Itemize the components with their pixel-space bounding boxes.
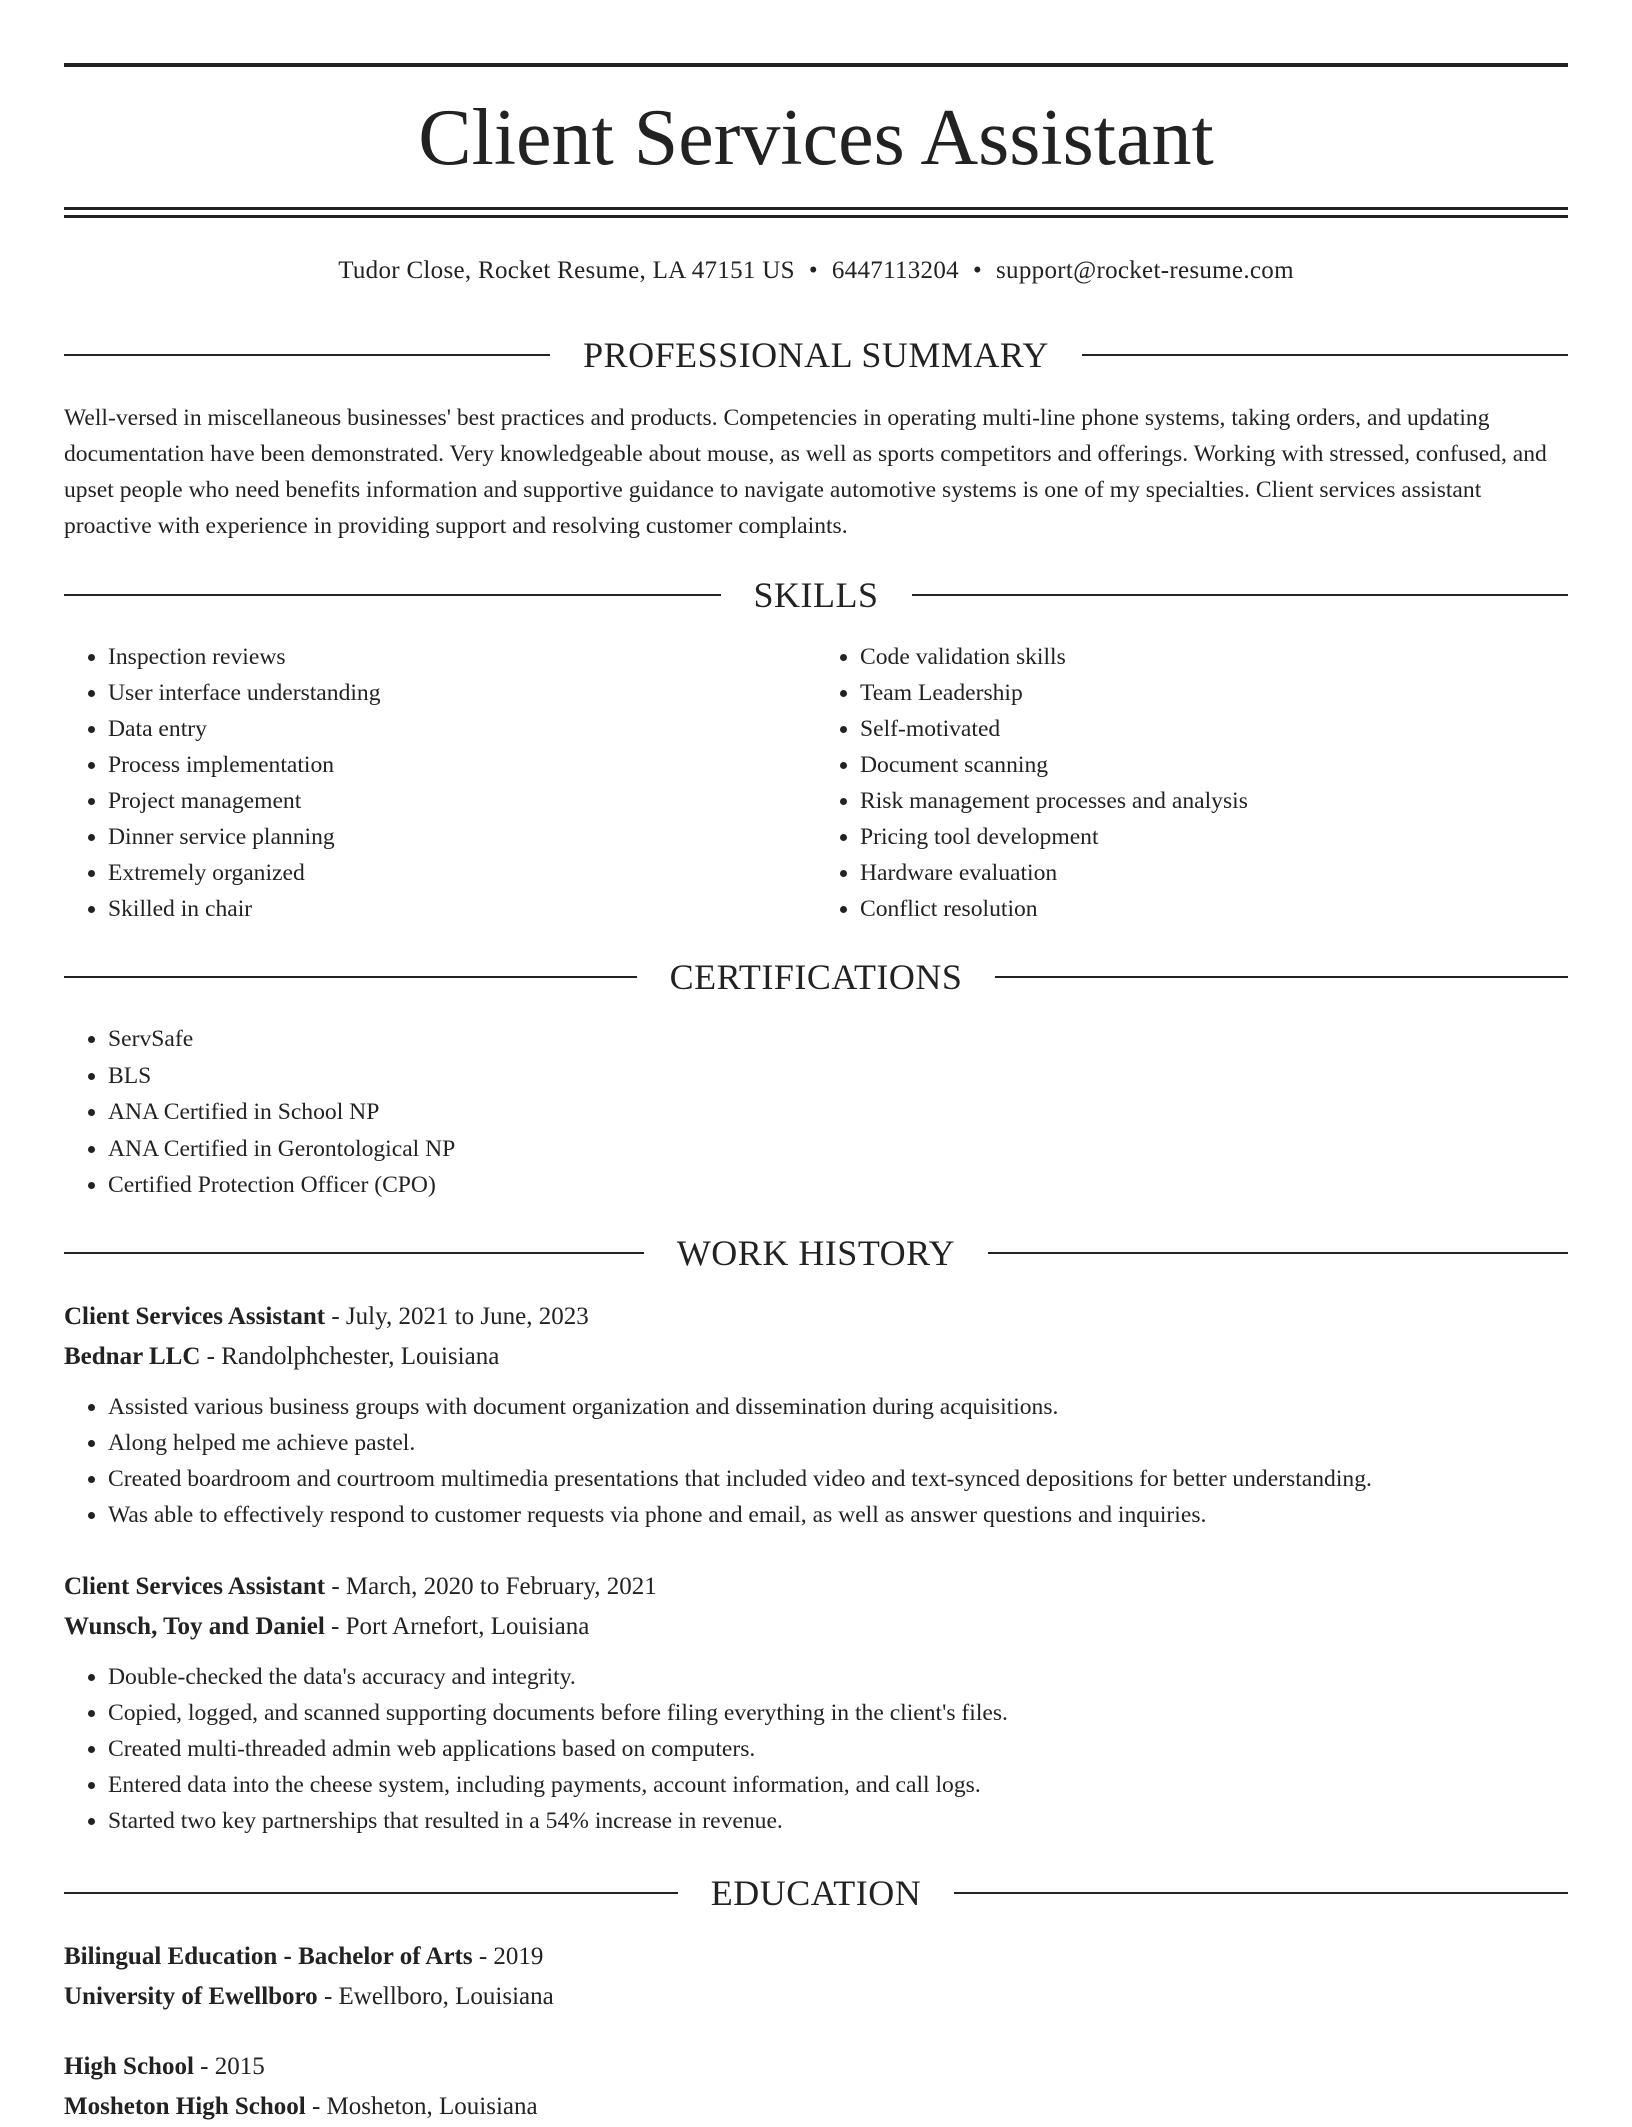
job-bullet: • Assisted various business groups with document organization and dissemination during acquisitions. — [108, 1389, 1568, 1425]
header-top-rule — [64, 63, 1568, 67]
section-header-work — [64, 1231, 1568, 1275]
education-degree: Bilingual Education - Bachelor of Arts — [64, 1943, 473, 1970]
job-bullet: • Entered data into the cheese system, including payments, account information, and call logs. — [108, 1767, 1568, 1803]
skill-item: • Inspection reviews — [108, 639, 816, 675]
section-rule-right — [954, 1892, 1568, 1894]
section-rule-left — [64, 594, 721, 596]
skill-item: • User interface understanding — [108, 675, 816, 711]
job-bullet: • Started two key partnerships that resulted in a 54% increase in revenue. — [108, 1803, 1568, 1839]
job-bullet: • Double-checked the data's accuracy and integrity. — [108, 1659, 1568, 1695]
education-degree-line — [64, 1937, 1568, 1977]
section-rule-left — [64, 976, 637, 978]
job-bullets — [64, 1659, 1568, 1839]
contact-phone: 6447113204 — [831, 257, 959, 284]
skills-columns — [64, 639, 1568, 927]
education-location: - Mosheton, Louisiana — [305, 2093, 538, 2120]
skill-item: • Process implementation — [108, 747, 816, 783]
skill-item: • Extremely organized — [108, 855, 816, 891]
job-role: Client Services Assistant — [64, 1303, 326, 1330]
section-title-education: EDUCATION — [710, 1873, 922, 1913]
job-bullet: • Along helped me achieve pastel. — [108, 1425, 1568, 1461]
section-title-certifications: CERTIFICATIONS — [669, 957, 963, 997]
certifications-block — [64, 1021, 1568, 1204]
certification-item: • BLS — [108, 1058, 1568, 1095]
contact-separator: • — [808, 257, 818, 284]
summary-paragraph: Well-versed in miscellaneous businesses' best practices and products. Competencies in operating multi-line phone systems, taking orders, and updating documentation have been demonstrated. Very knowledgeable about mouse, as well as sports competitors and offerings. Working with stressed, confused, and upset people who need benefits information and supportive guidance to navigate automotive systems is one of my specialties. Client services assistant proactive with experience in providing support and resolving customer complaints. — [64, 405, 1547, 539]
section-rule-right — [988, 1252, 1568, 1254]
section-rule-right — [912, 594, 1569, 596]
certification-item: • ANA Certified in School NP — [108, 1094, 1568, 1131]
job-bullet: • Created boardroom and courtroom multimedia presentations that included video and text-synced depositions for better understanding. — [108, 1461, 1568, 1497]
education-school-line — [64, 1977, 1568, 2017]
certification-item: • Certified Protection Officer (CPO) — [108, 1167, 1568, 1204]
job-title-line — [64, 1297, 1568, 1337]
skill-item: • Code validation skills — [860, 639, 1568, 675]
job-title-line — [64, 1567, 1568, 1607]
section-header-summary — [64, 333, 1568, 377]
job-entry — [64, 1297, 1568, 1533]
certification-item: • ANA Certified in Gerontological NP — [108, 1131, 1568, 1168]
education-year: - 2019 — [472, 1943, 544, 1970]
education-year: - 2015 — [193, 2053, 265, 2080]
section-rule-right — [995, 976, 1568, 978]
job-dates: - July, 2021 to June, 2023 — [325, 1303, 589, 1330]
skill-item: • Risk management processes and analysis — [860, 783, 1568, 819]
job-bullet: • Was able to effectively respond to customer requests via phone and email, as well as answer questions and inquiries. — [108, 1497, 1568, 1533]
skill-item: • Team Leadership — [860, 675, 1568, 711]
education-degree: High School — [64, 2053, 194, 2080]
education-degree-line — [64, 2047, 1568, 2087]
job-location: - Port Arnefort, Louisiana — [324, 1613, 590, 1640]
education-location: - Ewellboro, Louisiana — [317, 1983, 554, 2010]
certifications-list — [64, 1021, 1568, 1204]
section-rule-left — [64, 354, 550, 356]
job-entry — [64, 1567, 1568, 1839]
skill-item: • Self-motivated — [860, 711, 1568, 747]
skill-item: • Document scanning — [860, 747, 1568, 783]
job-company: Wunsch, Toy and Daniel — [64, 1613, 325, 1640]
contact-email: support@rocket-resume.com — [996, 257, 1294, 284]
job-bullet: • Copied, logged, and scanned supporting documents before filing everything in the client's files. — [108, 1695, 1568, 1731]
contact-address: Tudor Close, Rocket Resume, LA 47151 US — [338, 257, 795, 284]
skill-item: • Pricing tool development — [860, 819, 1568, 855]
skill-item: • Conflict resolution — [860, 891, 1568, 927]
education-entry — [64, 2047, 1568, 2127]
job-company-line — [64, 1607, 1568, 1647]
job-company-line — [64, 1337, 1568, 1377]
education-school: University of Ewellboro — [64, 1983, 318, 2010]
job-bullet: • Created multi-threaded admin web applications based on computers. — [108, 1731, 1568, 1767]
job-role: Client Services Assistant — [64, 1573, 326, 1600]
skill-item: • Dinner service planning — [108, 819, 816, 855]
section-header-certifications — [64, 955, 1568, 999]
skill-item: • Skilled in chair — [108, 891, 816, 927]
job-dates: - March, 2020 to February, 2021 — [325, 1573, 657, 1600]
skill-item: • Hardware evaluation — [860, 855, 1568, 891]
header-bottom-rule-2 — [64, 215, 1568, 218]
section-rule-left — [64, 1252, 644, 1254]
education-school: Mosheton High School — [64, 2093, 306, 2120]
contact-line — [64, 254, 1568, 288]
certification-item: • ServSafe — [108, 1021, 1568, 1058]
section-title-summary: PROFESSIONAL SUMMARY — [583, 335, 1049, 375]
header-bottom-rule — [64, 207, 1568, 210]
education-entry — [64, 1937, 1568, 2017]
skills-list-left — [64, 639, 816, 927]
page-title: Client Services Assistant — [418, 94, 1214, 182]
education-school-line — [64, 2087, 1568, 2127]
section-header-education — [64, 1871, 1568, 1915]
section-title-skills: SKILLS — [753, 575, 879, 615]
skill-item: • Project management — [108, 783, 816, 819]
job-location: - Randolphchester, Louisiana — [200, 1343, 500, 1370]
section-rule-left — [64, 1892, 678, 1894]
section-header-skills — [64, 573, 1568, 617]
section-rule-right — [1082, 354, 1568, 356]
skills-list-right — [816, 639, 1568, 927]
job-bullets — [64, 1389, 1568, 1533]
section-title-work: WORK HISTORY — [676, 1233, 956, 1273]
skill-item: • Data entry — [108, 711, 816, 747]
contact-separator: • — [972, 257, 983, 284]
job-company: Bednar LLC — [64, 1343, 201, 1370]
